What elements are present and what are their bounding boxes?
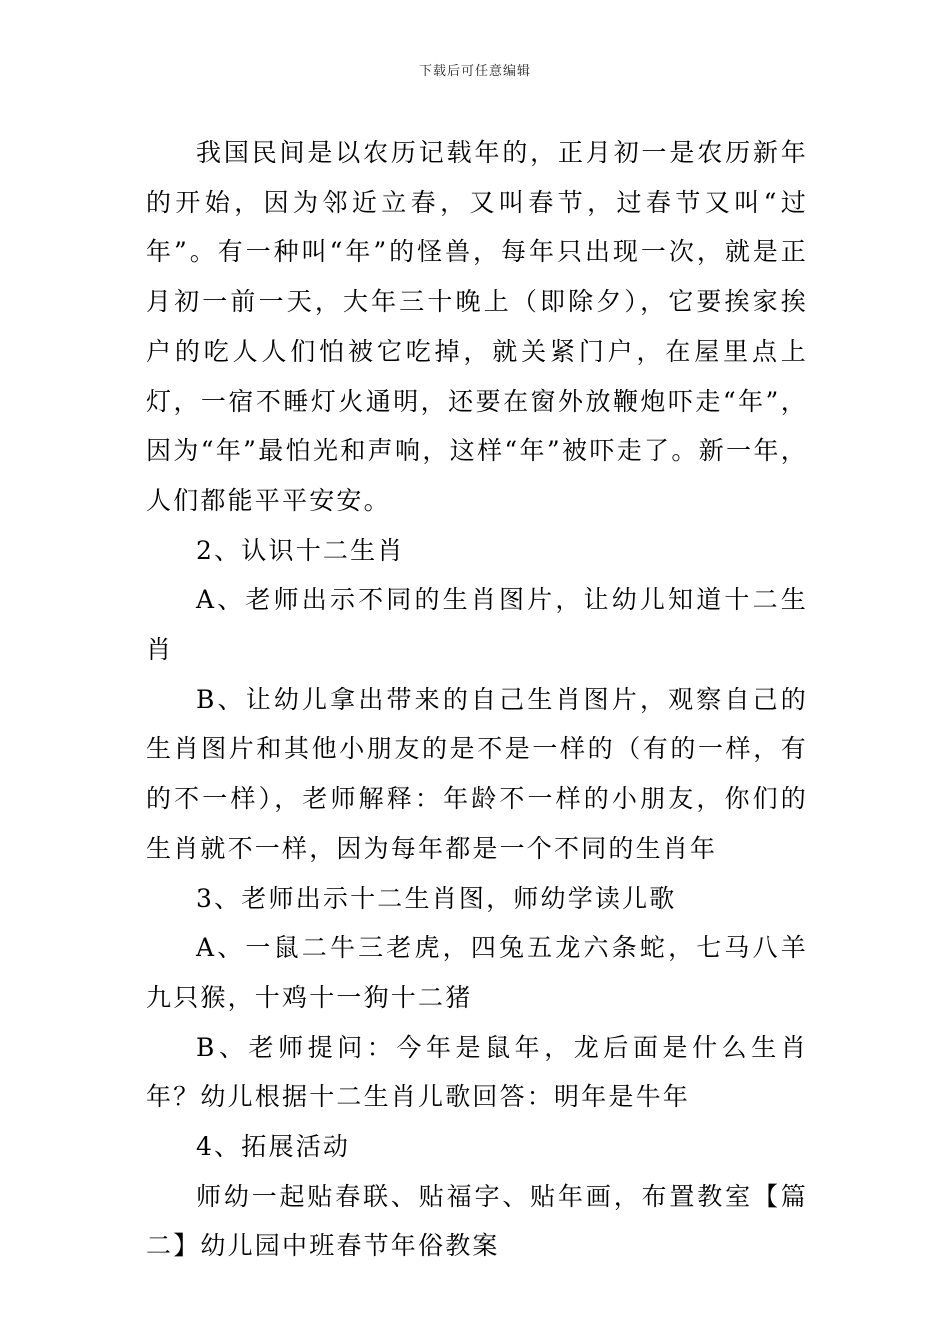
paragraph-extension: 师幼一起贴春联、贴福字、贴年画，布置教室【篇二】幼儿园中班春节年俗教案 bbox=[146, 1181, 808, 1261]
paragraph-zodiac-b: B、让幼儿拿出带来的自己生肖图片，观察自己的生肖图片和其他小朋友的是不是一样的（有的一样，有的不一样），老师解释：年龄不一样的小朋友，你们的生肖就不一样，因为每年都是一个不同的生肖年 bbox=[146, 684, 808, 863]
paragraph-rhyme-b: B、老师提问：今年是鼠年，龙后面是什么生肖年？幼儿根据十二生肖儿歌回答：明年是牛年 bbox=[146, 1032, 808, 1112]
page-header-note: 下载后可任意编辑 bbox=[418, 64, 531, 79]
section-heading-zodiac: 2、认识十二生肖 bbox=[196, 535, 405, 565]
document-body bbox=[146, 128, 808, 1271]
paragraph-rhyme-a: A、一鼠二牛三老虎，四兔五龙六条蛇，七马八羊九只猴，十鸡十一狗十二猪 bbox=[146, 933, 808, 1012]
section-heading-rhyme: 3、老师出示十二生肖图，师幼学读儿歌 bbox=[196, 883, 677, 913]
paragraph-new-year-story: 我国民间是以农历记载年的，正月初一是农历新年的开始，因为邻近立春，又叫春节，过春节又叫“过年”。有一种叫“年”的怪兽，每年只出现一次，就是正月初一前一天，大年三十晚上（即除夕），它要挨家挨户的吃人人们怕被它吃掉，就关紧门户，在屋里点上灯，一宿不睡灯火通明，还要在窗外放鞭炮吓走“年”，因为“年”最怕光和声响，这样“年”被吓走了。新一年，人们都能平平安安。 bbox=[146, 138, 808, 515]
section-heading-extension: 4、拓展活动 bbox=[196, 1132, 351, 1162]
paragraph-zodiac-a: A、老师出示不同的生肖图片，让幼儿知道十二生肖 bbox=[146, 585, 808, 665]
